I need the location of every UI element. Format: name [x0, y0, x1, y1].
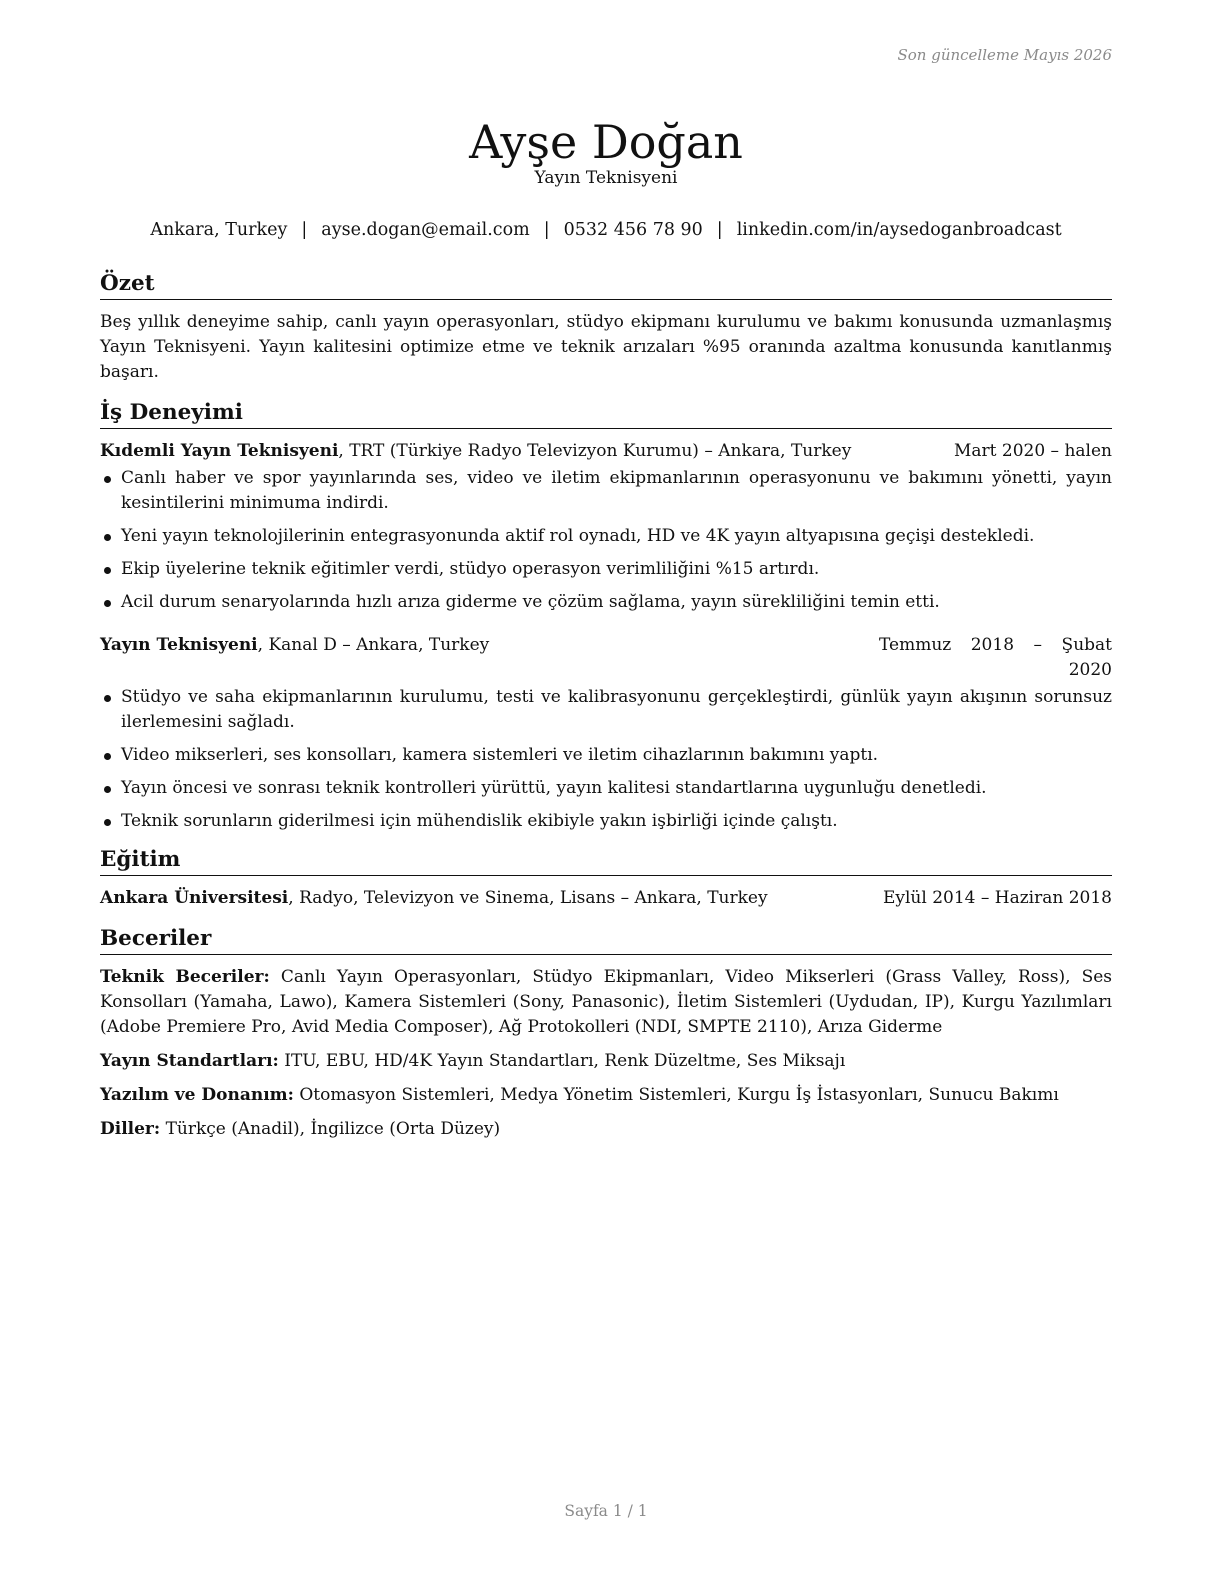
job-header: [100, 633, 1112, 683]
section-heading-education: Eğitim: [100, 846, 1112, 876]
education-dates: Eylül 2014 – Haziran 2018: [882, 888, 1112, 908]
job-bullets: [100, 466, 1112, 615]
section-heading-summary: Özet: [100, 270, 1112, 300]
education-entry: [100, 886, 1112, 911]
skill-text: Türkçe (Anadil), İngilizce (Orta Düzey): [160, 1119, 501, 1139]
education-detail: , Radyo, Televizyon ve Sinema, Lisans – Ankara, Turkey: [288, 888, 768, 908]
skill-row: [100, 1049, 1112, 1074]
job-header: [100, 439, 1112, 464]
candidate-name: Ayşe Doğan: [469, 114, 743, 169]
candidate-title: Yayın Teknisyeni: [534, 168, 678, 188]
job-bullet: Teknik sorunların giderilmesi için mühendislik ekibiyle yakın işbirliği içinde çalıştı.: [100, 809, 1112, 834]
job-entry: [100, 439, 1112, 615]
job-bullet: Yeni yayın teknolojilerinin entegrasyonunda aktif rol oynadı, HD ve 4K yayın altyapısına geçişi destekledi.: [100, 524, 1112, 549]
job-entry: [100, 633, 1112, 834]
contact-location: Ankara, Turkey: [150, 220, 288, 240]
job-bullet: Canlı haber ve spor yayınlarında ses, video ve iletim ekipmanlarının operasyonunu ve bakımını yönetti, yayın kesintilerini minimuma indirdi.: [100, 466, 1112, 516]
skill-label: Yayın Standartları:: [100, 1051, 279, 1071]
skill-row: [100, 1083, 1112, 1108]
job-bullet: Ekip üyelerine teknik eğitimler verdi, stüdyo operasyon verimliliğini %15 artırdı.: [100, 557, 1112, 582]
job-bullet: Stüdyo ve saha ekipmanlarının kurulumu, testi ve kalibrasyonunu gerçekleştirdi, günlük yayın akışının sorunsuz ilerlemesini sağladı.: [100, 685, 1112, 735]
contact-line: [100, 220, 1112, 240]
skill-label: Yazılım ve Donanım:: [100, 1085, 294, 1105]
contact-email[interactable]: ayse.dogan@email.com: [321, 220, 530, 240]
job-role: Kıdemli Yayın Teknisyeni: [100, 441, 339, 461]
education-school: Ankara Üniversitesi: [100, 888, 289, 908]
job-dates: Temmuz 2018 – Şubat 2020: [879, 635, 1112, 680]
contact-separator: |: [543, 220, 550, 240]
job-bullet: Video mikserleri, ses konsolları, kamera sistemleri ve iletim cihazlarının bakımını yaptı.: [100, 743, 1112, 768]
contact-linkedin[interactable]: linkedin.com/in/aysedoganbroadcast: [736, 220, 1062, 240]
skill-text: Canlı Yayın Operasyonları, Stüdyo Ekipmanları, Video Mikserleri (Grass Valley, Ross), Ses Konsolları (Yamaha, Lawo), Kamera Sistemleri (Sony, Panasonic), İletim Sistemleri (Uydudan, IP), Kurgu Yazılımları (Adobe Premiere Pro, Avid Media Composer), Ağ Protokolleri (NDI, SMPTE 2110), Arıza Giderme: [100, 967, 1112, 1037]
skill-label: Diller:: [100, 1119, 161, 1139]
skill-row: [100, 965, 1112, 1040]
job-bullet: Yayın öncesi ve sonrası teknik kontrolleri yürüttü, yayın kalitesi standartlarına uygunluğu denetledi.: [100, 776, 1112, 801]
job-dates: Mart 2020 – halen: [953, 441, 1112, 461]
job-bullet: Acil durum senaryolarında hızlı arıza giderme ve çözüm sağlama, yayın sürekliliğini temin etti.: [100, 590, 1112, 615]
contact-phone[interactable]: 0532 456 78 90: [563, 220, 703, 240]
page-number: Sayfa 1 / 1: [564, 1502, 648, 1520]
job-organization: , TRT (Türkiye Radyo Televizyon Kurumu) – Ankara, Turkey: [338, 441, 852, 461]
skill-row: [100, 1117, 1112, 1142]
contact-separator: |: [301, 220, 308, 240]
summary-text: Beş yıllık deneyime sahip, canlı yayın operasyonları, stüdyo ekipmanı kurulumu ve bakımı konusunda uzmanlaşmış Yayın Teknisyeni. Yayın kalitesini optimize etme ve teknik arızaları %95 oranında azaltma konusunda kanıtlanmış başarı.: [100, 312, 1112, 382]
skill-text: ITU, EBU, HD/4K Yayın Standartları, Renk Düzeltme, Ses Miksajı: [278, 1051, 846, 1071]
section-heading-experience: İş Deneyimi: [100, 399, 1112, 429]
contact-separator: |: [716, 220, 723, 240]
skill-label: Teknik Beceriler:: [100, 967, 270, 987]
section-heading-skills: Beceriler: [100, 925, 1112, 955]
job-role: Yayın Teknisyeni: [100, 635, 258, 655]
job-organization: , Kanal D – Ankara, Turkey: [257, 635, 490, 655]
job-bullets: [100, 685, 1112, 834]
skill-text: Otomasyon Sistemleri, Medya Yönetim Sistemleri, Kurgu İş İstasyonları, Sunucu Bakımı: [293, 1085, 1059, 1105]
resume-content: [100, 270, 1112, 1151]
resume-page: [100, 0, 1112, 1584]
last-updated-note: Son güncelleme Mayıs 2026: [897, 46, 1112, 64]
skills-list: [100, 965, 1112, 1142]
